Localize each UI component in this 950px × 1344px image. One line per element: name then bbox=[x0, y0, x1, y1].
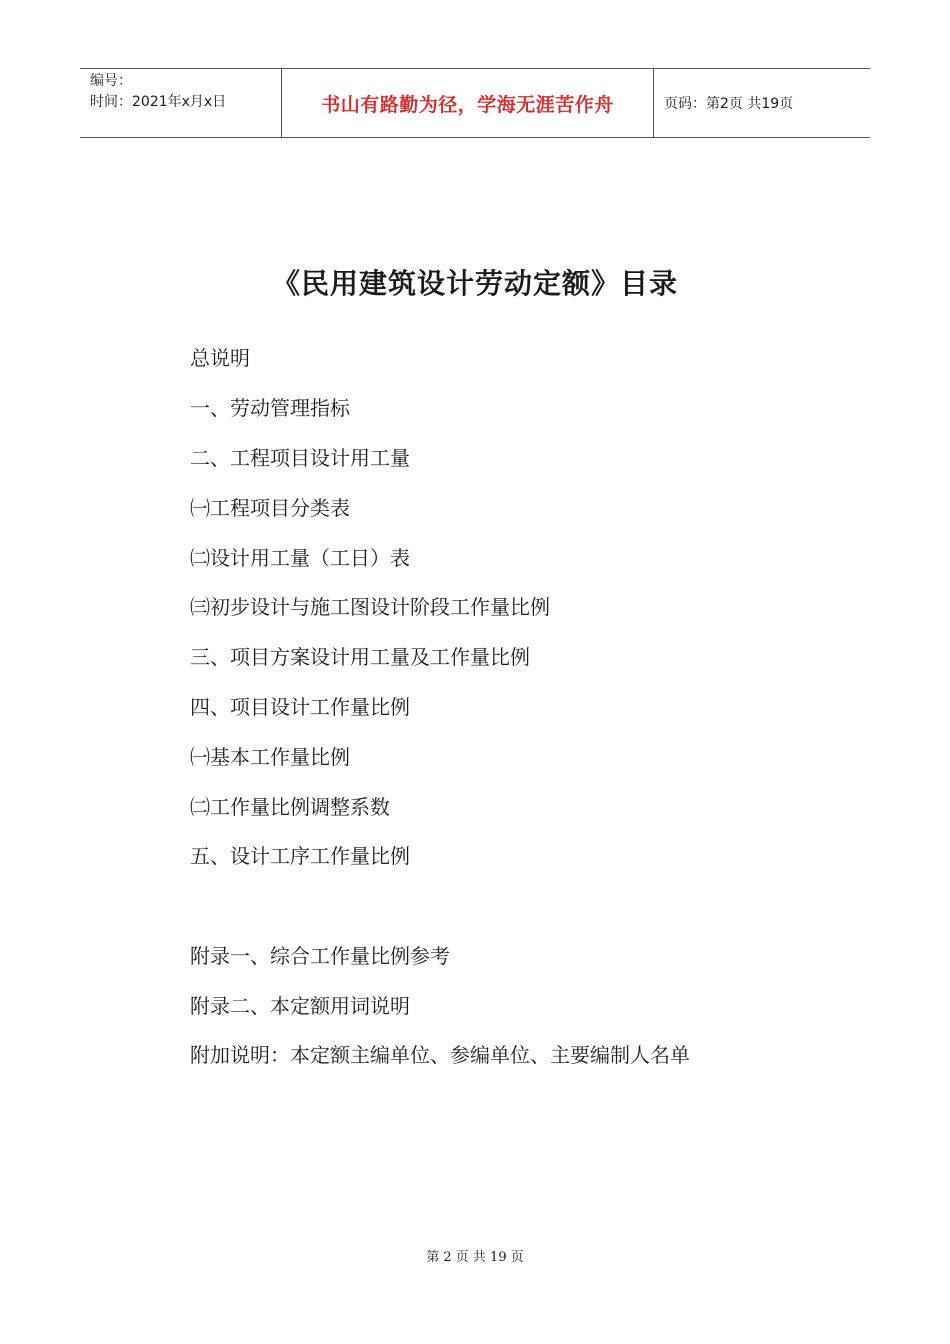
toc-item: 四、项目设计工作量比例 bbox=[190, 695, 410, 719]
toc-item: ㈠工程项目分类表 bbox=[190, 496, 350, 520]
header-motto-cell bbox=[282, 69, 654, 137]
header-number-label: 编号： bbox=[90, 73, 132, 89]
toc-item: ㈡设计用工量（工日）表 bbox=[190, 546, 410, 570]
toc-item: 总说明 bbox=[190, 346, 250, 370]
page-footer: 第 2 页 共 19 页 bbox=[426, 1250, 524, 1265]
header-motto: 书山有路勤为径，学海无涯苦作舟 bbox=[321, 93, 614, 116]
document-title: 《民用建筑设计劳动定额》目录 bbox=[271, 267, 678, 300]
toc-item: 附加说明：本定额主编单位、参编单位、主要编制人名单 bbox=[190, 1043, 690, 1067]
header-page-info: 页码：第2页 共19页 bbox=[664, 96, 794, 112]
page-header bbox=[80, 68, 870, 138]
toc-item: 附录一、综合工作量比例参考 bbox=[190, 944, 450, 968]
header-page-cell bbox=[654, 69, 870, 137]
toc-item: 二、工程项目设计用工量 bbox=[190, 446, 410, 470]
toc-item: ㈢初步设计与施工图设计阶段工作量比例 bbox=[190, 595, 550, 619]
toc-item: 附录二、本定额用词说明 bbox=[190, 994, 410, 1018]
toc-item: ㈡工作量比例调整系数 bbox=[190, 795, 390, 819]
toc-item: 三、项目方案设计用工量及工作量比例 bbox=[190, 645, 530, 669]
toc-item: 一、劳动管理指标 bbox=[190, 396, 350, 420]
header-time-label: 时间：2021年x月x日 bbox=[90, 94, 227, 110]
header-meta-cell bbox=[80, 69, 282, 137]
toc-item: ㈠基本工作量比例 bbox=[190, 745, 350, 769]
toc-item: 五、设计工序工作量比例 bbox=[190, 844, 410, 868]
